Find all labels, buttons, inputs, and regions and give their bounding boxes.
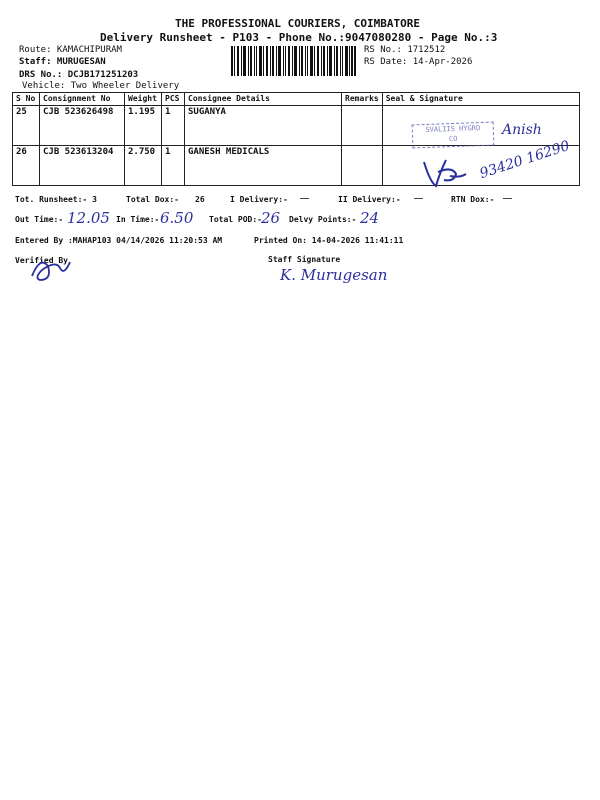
cell-consignment: CJB 523613204 <box>40 146 125 186</box>
verified-by-label: Verified By <box>15 256 68 265</box>
staff-signature: K. Murugesan <box>280 266 388 284</box>
table-header-row <box>13 93 580 106</box>
out-time-value: 12.05 <box>67 209 110 227</box>
rs-date: RS Date: 14-Apr-2026 <box>364 57 473 67</box>
out-time-label: Out Time:- <box>15 215 64 224</box>
row1-signature: Anish <box>502 122 542 138</box>
entered-by: Entered By :MAHAP103 04/14/2026 11:20:53 AM <box>15 236 223 245</box>
row2-signature-mark <box>420 152 470 190</box>
cell-remarks <box>342 106 383 146</box>
route-text: Route: KAMACHIPURAM <box>19 45 122 55</box>
cell-sno: 26 <box>13 146 40 186</box>
table-row <box>13 106 580 146</box>
rtn-dox-label: RTN Dox:- <box>451 195 495 204</box>
cell-pcs: 1 <box>162 106 185 146</box>
printed-on: Printed On: 14-04-2026 11:41:11 <box>254 236 404 245</box>
ii-delivery-dash <box>414 198 423 199</box>
col-remarks: Remarks <box>342 93 383 106</box>
tot-runsheet: Tot. Runsheet:- 3 <box>15 195 97 204</box>
delvy-points-label: Delvy Points:- <box>289 215 357 224</box>
seal-stamp: SVALIIS HYGRO CO <box>412 122 495 149</box>
cell-pcs: 1 <box>162 146 185 186</box>
cell-weight: 2.750 <box>125 146 162 186</box>
drs-number: DRS No.: DCJB171251203 <box>19 70 139 80</box>
cell-consignment: CJB 523626498 <box>40 106 125 146</box>
col-consignee: Consignee Details <box>185 93 342 106</box>
i-delivery-label: I Delivery:- <box>230 195 288 204</box>
total-pod-value: 26 <box>261 209 281 227</box>
runsheet-subtitle: Delivery Runsheet - P103 - Phone No.:9047080280 - Page No.:3 <box>100 31 498 44</box>
col-pcs: PCS <box>162 93 185 106</box>
delvy-points-value: 24 <box>360 209 380 227</box>
col-weight: Weight <box>125 93 162 106</box>
staff-signature-label: Staff Signature <box>268 255 341 264</box>
col-consignment: Consignment No <box>40 93 125 106</box>
cell-remarks <box>342 146 383 186</box>
company-title: THE PROFESSIONAL COURIERS, COIMBATORE <box>175 17 421 30</box>
cell-sno: 25 <box>13 106 40 146</box>
cell-weight: 1.195 <box>125 106 162 146</box>
col-seal-signature: Seal & Signature <box>382 93 579 106</box>
rtn-dox-dash <box>503 198 512 199</box>
row2-phone-number: 93420 16290 <box>477 137 572 183</box>
barcode-image <box>231 46 356 76</box>
verified-signature-mark <box>26 252 76 286</box>
total-dox-value: 26 <box>195 195 205 204</box>
in-time-value: 6.50 <box>160 209 194 227</box>
total-pod-label: Total POD:- <box>209 215 262 224</box>
total-dox-label: Total Dox:- <box>126 195 179 204</box>
cell-consignee: GANESH MEDICALS <box>185 146 342 186</box>
cell-consignee: SUGANYA <box>185 106 342 146</box>
i-delivery-dash <box>300 198 309 199</box>
ii-delivery-label: II Delivery:- <box>338 195 401 204</box>
rs-number: RS No.: 1712512 <box>364 45 446 55</box>
vehicle-text: Vehicle: Two Wheeler Delivery <box>22 81 180 91</box>
col-sno: S No <box>13 93 40 106</box>
in-time-label: In Time:- <box>116 215 160 224</box>
staff-text: Staff: MURUGESAN <box>19 57 106 67</box>
